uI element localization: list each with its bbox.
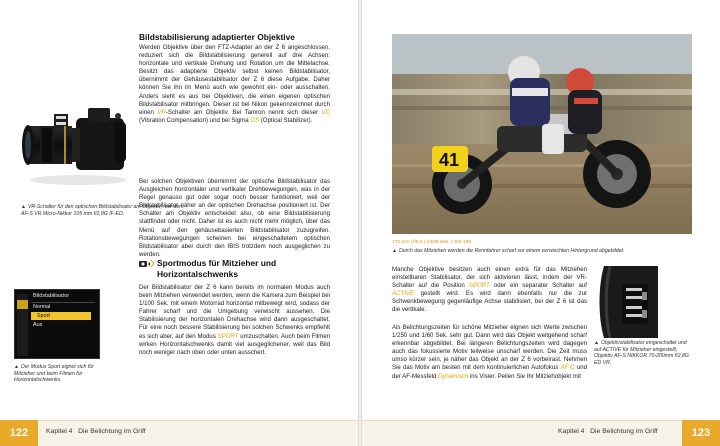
dynamisch-label: Dynamisch xyxy=(438,372,469,380)
para1-text: Werden Objektive über den FTZ-Adapter an der Z 6 angeschlossen, reduziert sich die Bildstabilisierung generell auf drei Achsen: horizontale und vertikale Drehung und Rotation um die Mittelachse. Besitzt das adaptierte Objektiv selbst keinen Bildstabilisator, übernimmt der Gehäusestabilisator der Z 6 diese Aufgabe. Daher können Sie ihn im Menü auch wie gewohnt ein- oder ausschalten. Anders sieht es aus bei Objektiven, die einen eigenen optischen Bildstabilisator mitbringen. Dieser ist bei Nikon gekennzeichnet durch einen xyxy=(139,44,330,116)
menu-item-sport[interactable]: Sport xyxy=(31,312,91,320)
right-body-1 xyxy=(392,266,587,315)
right-para2-text-b: und der AF-Messfeld xyxy=(392,364,587,380)
photo-caption: ▲ Durch das Mitziehen werden die Rennfahrer scharf vor einem verwischten Hintergrund abgebildet. xyxy=(392,248,625,254)
menu-item-aus[interactable]: Aus xyxy=(33,322,43,328)
footer-right-text: Kapitel 4 Die Belichtung im Griff xyxy=(558,428,658,435)
sport-position-label: SPORT xyxy=(468,282,490,290)
page-number-right: 123 xyxy=(682,420,720,446)
para2-text: Bei solchen Objektiven übernimmt der optische Bildstabilisator das Ausgleichen horizontaler und vertikaler Drehbewegungen, was in der Regel genauso gut oder sogar noch besser funktioniert, weil der Bildstabilisator näher an der optischen Drehachse positioniert ist. Der Schalter am Objektiv entscheidet also, ob eine Bildstabilisierung stattfindet oder nicht. Daher ist es auch nicht mehr möglich, über das Menü auf den gehäusebasierten Bildstabilisator zuzugreifen. Rotationsbewegungen scheinen bei eingeschaltetem optischen Bildstabilisator aber durch den IBIS trotzdem noch ausgeglichen zu werden. xyxy=(139,178,330,258)
body-text-1 xyxy=(139,44,330,125)
right-para1-text-b: oder ein separater Schalter auf xyxy=(493,282,587,290)
body-text-2 xyxy=(139,178,330,259)
motocross-photo xyxy=(392,34,692,234)
camera-photo xyxy=(18,92,130,192)
para1-text-b: -Schalter am Objektiv. Bei Tamron nennt sich dieser xyxy=(165,108,319,116)
menu-sidebar xyxy=(17,294,28,356)
sport-para-text-b: umzuschalten. Auch beim Filmen wirken Horizontalschwenks damit viel ausgeglichener, weil das Bild noch weniger nach oben oder unten ausschert. xyxy=(139,332,330,356)
right-para2-text-c: ins Visier. Peilen Sie Ihr Mitziehobjekt mit xyxy=(469,372,581,380)
right-para2-text: Als Belichtungszeiten für schöne Mitzieher eignen sich Werte zwischen 1/250 und 1/60 Sek. sehr gut. Dann wird das Objekt weitgehend scharf erkennbar abgebildet. Bei längeren Belichtungszeiten wird dagegen auch das fokussierte Motiv teilweise unscharf werden. Die Zeit muss umso kürzer sein, je näher das Objekt an der Z 6 vorbeirast. Nehmen Sie das Motiv am besten mit dem kontinuierlichen Autofokus xyxy=(392,324,587,372)
menu-item-normal[interactable]: Normal xyxy=(33,304,51,310)
vr-switch-label: VR xyxy=(157,108,166,116)
para1-text-c: (Vibration Compensation) und bei Sigma xyxy=(139,116,249,124)
sport-mode-icon xyxy=(139,259,155,268)
menu-sidebar-selected xyxy=(17,300,28,309)
vc-label: VC xyxy=(321,108,330,116)
sport-heading: Sportmodus für Mitzieher und Horizontalschwenks xyxy=(157,258,277,279)
lens-caption: ▲ Objektivstabilisator eingeschaltet und auf ACTIVE für Mitzieher eingestellt, Objektiv AF-S NIKKOR 70-200mm f/2,8G ED VR. xyxy=(594,340,689,366)
active-label: ACTIVE xyxy=(392,290,415,298)
exif-info: 170 mm | f/5,6 | 1/100 Sek. | ISO 100 xyxy=(392,240,471,245)
sport-para-text: Der Bildstabilisator der Z 6 kann bereits im normalen Modus auch beim Mitziehen verwendet werden, wenn die Kamera zum Beispiel bei 1/100 Sek. mit einem Motorrad horizontal mitbewegt wird, sodass der Fahrer scharf und die Umgebung verwischt aussehen. Die Stabilisierung der horizontalen Drehachse wird dann ausgeschaltet. Für eine noch bessere Stabilisierung bei solchen Schwenks empfiehlt es sich aber, auf den Modus xyxy=(139,284,330,340)
right-body-2 xyxy=(392,324,587,381)
camera-caption: ▲ VR-Schalter für den optischen Bildstabilisator am Objektiv, hier dem AF-S VR Micro-Nikkor 105 mm f/2,8G IF-ED. xyxy=(21,204,184,217)
left-page xyxy=(0,0,358,446)
footer-left-text: Kapitel 4 Die Belichtung im Griff xyxy=(46,428,146,435)
page-number-left: 122 xyxy=(0,420,38,446)
para1-text-d: (Optical Stabilizer). xyxy=(260,116,313,124)
menu-caption: ▲ Der Modus Sport eignet sich für Mitzieher und beim Filmen für Horizontalschwenks. xyxy=(14,364,94,384)
afc-label: AF-C xyxy=(560,364,575,372)
sport-mode-label: SPORT xyxy=(217,332,239,340)
right-page xyxy=(362,0,720,446)
arrow-up-icon: ▲ xyxy=(594,340,599,346)
arrow-up-icon: ▲ xyxy=(392,248,397,254)
os-label: OS xyxy=(250,116,260,124)
arrow-up-icon: ▲ xyxy=(14,364,19,370)
arrow-up-icon: ▲ xyxy=(21,204,26,210)
menu-divider xyxy=(31,302,95,303)
right-para1-text: Manche Objektive besitzen auch einen extra für das Mitziehen einstellbaren Stabilisator, der sich aktivieren lässt, indem der VR-Schalter auf die Position xyxy=(392,266,587,290)
section-title: Bildstabilisierung adaptierter Objektive xyxy=(139,32,295,42)
camera-menu-screenshot xyxy=(14,289,100,359)
sport-body xyxy=(139,284,330,357)
menu-title: Bildstabilisator xyxy=(33,293,70,299)
right-para1-text-c: gestellt wird. Es wird dann ebenfalls nur die zur Schwenkbewegung gegenläufige Achse stabilisiert, bei der Z 6 ist das die vertikale. xyxy=(392,290,587,314)
race-number: 41 xyxy=(439,150,460,170)
lens-detail-photo xyxy=(594,266,658,338)
